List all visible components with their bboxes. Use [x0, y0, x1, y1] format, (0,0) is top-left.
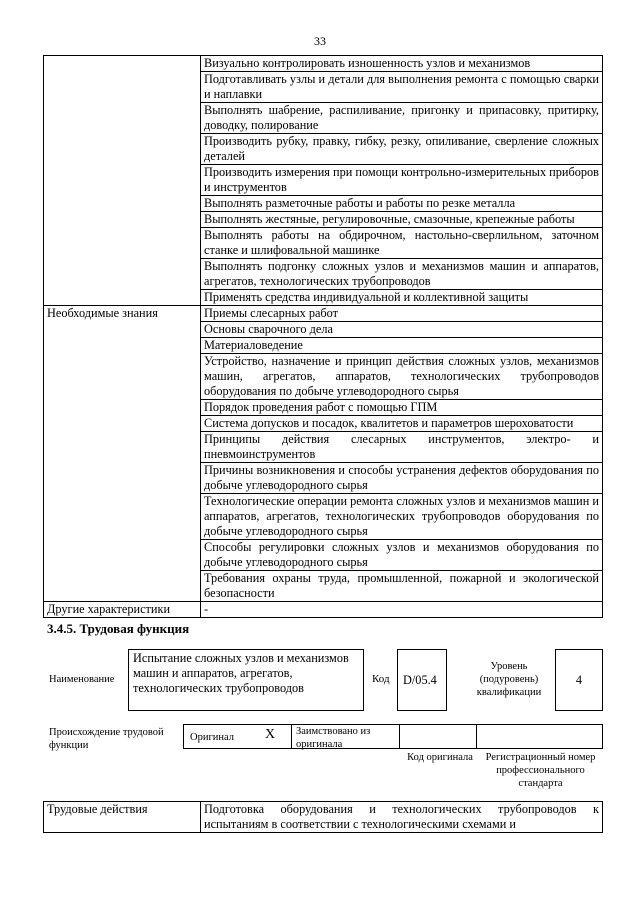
actions-table	[43, 801, 603, 833]
skills-label-cell	[44, 56, 201, 306]
skill-item: Применять средства индивидуальной и коллективной защиты	[201, 290, 603, 306]
skill-item: Выполнять работы на обдирочном, настольно-сверлильном, заточном станке и шлифовальной машинке	[201, 228, 603, 259]
skill-item: Производить рубку, правку, гибку, резку, опиливание, сверление сложных деталей	[201, 134, 603, 165]
knowledge-item: Принципы действия слесарных инструментов, электро- и пневмоинструментов	[201, 432, 603, 463]
level-value: 4	[575, 673, 583, 687]
skill-item: Выполнять жестяные, регулировочные, смазочные, крепежные работы	[201, 212, 603, 228]
knowledge-item: Приемы слесарных работ	[201, 306, 603, 322]
knowledge-item: Материаловедение	[201, 338, 603, 354]
code-value: D/05.4	[403, 673, 437, 687]
code-label: Код	[372, 673, 390, 685]
actions-label: Трудовые действия	[44, 802, 201, 833]
page-number: 33	[314, 34, 326, 48]
skill-item: Производить измерения при помощи контрольно-измерительных приборов и инструментов	[201, 165, 603, 196]
action-item: Подготовка оборудования и технологических трубопроводов к испытаниям в соответствии с технологическими схемами и	[201, 802, 603, 833]
table-row	[44, 306, 603, 322]
reg-number-caption: Регистрационный номер профессионального стандарта	[485, 752, 596, 789]
knowledge-item: Технологические операции ремонта сложных узлов и механизмов машин и аппаратов, агрегатов, технологических трубопроводов оборудования по добыче углеводородного сырья	[201, 494, 603, 540]
other-value: -	[201, 602, 603, 618]
knowledge-item: Причины возникновения и способы устранения дефектов оборудования по добыче углеводородного сырья	[201, 463, 603, 494]
level-label: Уровень (подуровень) квалификации	[476, 661, 542, 698]
knowledge-item: Требования охраны труда, промышленной, пожарной и экологической безопасности	[201, 571, 603, 602]
table-row	[44, 802, 603, 833]
original-mark: X	[265, 727, 276, 742]
original-label: Оригинал	[190, 732, 234, 743]
skill-item: Выполнять разметочные работы и работы по резке металла	[201, 196, 603, 212]
knowledge-item: Способы регулировки сложных узлов и механизмов оборудования по добыче углеводородного сырья	[201, 540, 603, 571]
table-row	[44, 56, 603, 72]
section-title: 3.4.5. Трудовая функция	[47, 621, 190, 636]
level-box	[555, 649, 603, 711]
code-box	[397, 649, 447, 711]
code-original-caption: Код оригинала	[407, 752, 473, 763]
knowledge-item: Порядок проведения работ с помощью ГПМ	[201, 400, 603, 416]
borrowed-label: Заимствовано из оригинала	[296, 726, 371, 750]
table-row	[44, 602, 603, 618]
function-name: Испытание сложных узлов и механизмов машин и аппаратов, агрегатов, технологических трубопроводов	[128, 649, 364, 711]
knowledge-item: Система допусков и посадок, квалитетов и параметров шероховатости	[201, 416, 603, 432]
origin-label: Происхождение трудовой функции	[49, 727, 164, 751]
skill-item: Выполнять подгонку сложных узлов и механизмов машин и аппаратов, агрегатов, технологических трубопроводов	[201, 259, 603, 290]
knowledge-item: Устройство, назначение и принцип действия сложных узлов, механизмов машин, агрегатов, аппаратов, технологических трубопроводов оборудования по добыче углеводородного сырья	[201, 354, 603, 400]
knowledge-item: Основы сварочного дела	[201, 322, 603, 338]
skill-item: Выполнять шабрение, распиливание, пригонку и припасовку, притирку, доводку, полирование	[201, 103, 603, 134]
name-label: Наименование	[49, 674, 115, 685]
other-label: Другие характеристики	[44, 602, 201, 618]
knowledge-label: Необходимые знания	[44, 306, 201, 602]
requirements-table	[43, 55, 603, 618]
skill-item: Визуально контролировать изношенность узлов и механизмов	[201, 56, 603, 72]
skill-item: Подготавливать узлы и детали для выполнения ремонта с помощью сварки и наплавки	[201, 72, 603, 103]
